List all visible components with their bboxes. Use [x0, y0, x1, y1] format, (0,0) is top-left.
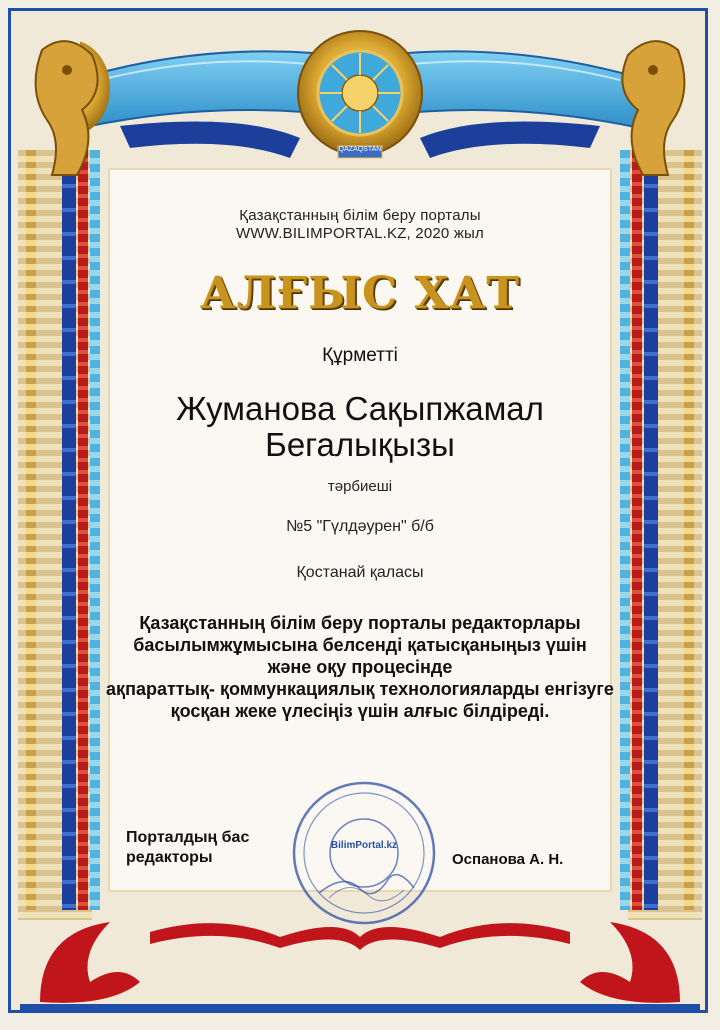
left-lion-icon — [22, 30, 112, 180]
portal-name: Қазақстанның білім беру порталы — [239, 207, 481, 224]
right-lion-icon — [608, 30, 698, 180]
body-line: және оқу процесінде — [267, 657, 453, 677]
body-line: ақпараттық- қоммункациялық технологияларды енгізуге — [106, 679, 614, 699]
signature-title-line1: Порталдың бас — [126, 829, 250, 846]
official-stamp — [289, 778, 439, 928]
recipient-position: тәрбиеші — [327, 478, 393, 495]
recipient-city: Қостанай қаласы — [296, 564, 424, 581]
recipient-name-line1: Жуманова Сақыпжамал — [176, 390, 544, 427]
body-line: қосқан жеке үлесіңіз үшін алғыс білдіреді. — [170, 701, 550, 721]
emblem-label: QAZAQSTAN — [338, 146, 382, 153]
portal-url-year: WWW.BILIMPORTAL.KZ, 2020 жыл — [236, 225, 484, 242]
body-line: басылымжұмысына белсенді қатысқаныңыз үшін — [133, 635, 587, 655]
certificate-body — [90, 612, 630, 722]
signature-name: Оспанова А. Н. — [452, 851, 564, 868]
certificate-title: АЛҒЫС ХАТ — [199, 268, 521, 319]
body-line: Қазақстанның білім беру порталы редакторлары — [139, 613, 581, 633]
stamp-center-text: BilimPortal.kz — [330, 840, 398, 851]
recipient-name-line2: Бегалықызы — [265, 426, 455, 463]
signature-title — [126, 828, 249, 868]
greeting: Құрметті — [322, 345, 398, 366]
signature-title-line2: редакторы — [126, 849, 213, 866]
recipient-organization: №5 "Гүлдәурен" б/б — [286, 518, 434, 535]
